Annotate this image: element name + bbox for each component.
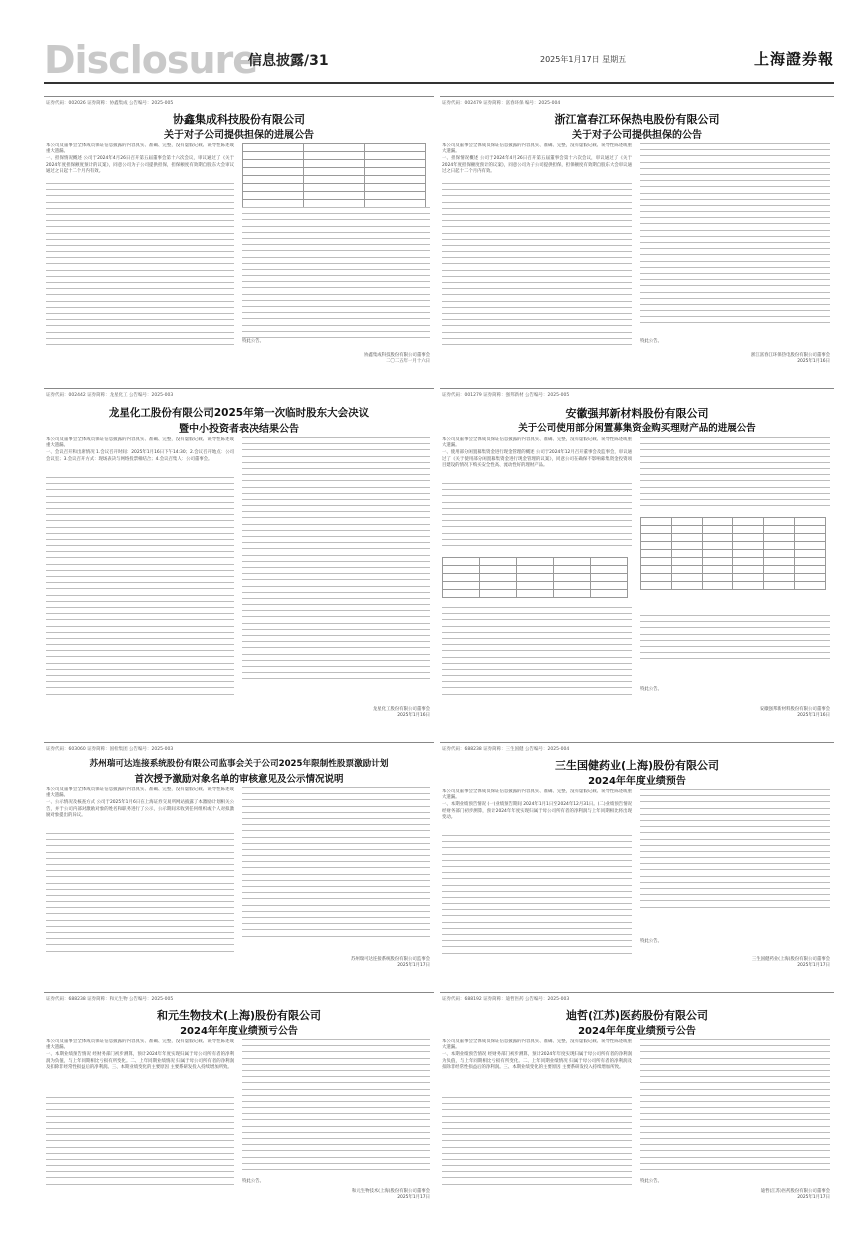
notice-body xyxy=(442,789,832,957)
finance-table xyxy=(442,557,628,598)
notice-date: 2025年1月17日 xyxy=(797,1195,830,1200)
notice-code: 证券代码：688192 证券简称：迪哲医药 公告编号：2025-003 xyxy=(442,997,570,1002)
body-paragraph: 一、本期业绩预告情况 经财务部门初步测算，预计2024年年度实现归属于母公司所有者的净利润为负值，与上年同期相比亏损有所变化。二、上年同期业绩情况 归属于母公司所有者的净利润及扣除非经常性损益后的净利润。三、本期业绩变化的主要原因 主要系研发投入持续增加所致。 xyxy=(442,1052,632,1070)
notice-title: 和元生物技术(上海)股份有限公司 xyxy=(156,1009,322,1022)
notice-code: 证券代码：002026 证券简称：协鑫集成 公告编号：2025-005 xyxy=(46,101,174,106)
notice-signature: 和元生物技术(上海)股份有限公司董事会 xyxy=(351,1189,430,1194)
notice-card xyxy=(440,96,834,374)
body-paragraph: 本公司及董事会全体成员保证信息披露的内容真实、准确、完整，没有虚假记载、误导性陈述或重大遗漏。 xyxy=(442,143,632,155)
notice-body xyxy=(46,1039,432,1189)
notice-title: 三生国健药业(上海)股份有限公司 xyxy=(554,759,720,772)
notice-title: 迪哲(江苏)医药股份有限公司 xyxy=(565,1009,709,1022)
notice-subtitle: 关于公司使用部分闲置募集资金购买理财产品的进展公告 xyxy=(518,423,756,434)
notice-body xyxy=(46,787,432,957)
notice-card xyxy=(440,388,834,728)
notice-title: 安徽强邦新材料股份有限公司 xyxy=(565,407,709,420)
notice-subtitle: 2024年年度业绩预亏公告 xyxy=(180,1026,298,1037)
closing-text: 特此公告。 xyxy=(640,1179,662,1184)
body-paragraph: 一、担保情况概述 公司于2024年4月26日召开第五届董事会第十六次会议，审议通过了《关于2024年度担保额度预计的议案》，同意公司为子公司提供担保，担保额度有效期自股东大会审议通过之日起十二个月内有效。 xyxy=(442,156,632,174)
notice-title: 浙江富春江环保热电股份有限公司 xyxy=(554,113,720,126)
body-paragraph: 一、公示情况及核查方式 公司于2025年1月6日在上海证券交易所网站披露了本激励计划相关公告，并于公司内部对激励对象的姓名和职务进行了公示，公示期间未收到任何组织或个人对拟激励对象提出的异议。 xyxy=(46,800,234,818)
masthead xyxy=(44,40,834,80)
section-title: 信息披露/31 xyxy=(248,53,329,69)
notice-body xyxy=(442,143,832,358)
notice-card xyxy=(440,992,834,1208)
notice-subtitle: 关于对子公司提供担保的进展公告 xyxy=(164,130,314,141)
guarantee-table xyxy=(242,143,426,208)
closing-text: 特此公告。 xyxy=(242,339,264,344)
notice-signature: 协鑫集成科技股份有限公司董事会 xyxy=(364,353,430,358)
body-paragraph: 一、本期业绩预告情况 经财务部门初步测算，预计2024年年度实现归属于母公司所有者的净利润为负值，与上年同期相比亏损有所变化。二、上年同期业绩情况 归属于母公司所有者的净利润及扣除非经常性损益后的净利润。三、本期业绩变化的主要原因 主要系研发投入持续增加所致。 xyxy=(46,1052,234,1070)
body-paragraph: 本公司及董事会全体成员保证信息披露的内容真实、准确、完整，没有虚假记载、误导性陈述或重大遗漏。 xyxy=(442,437,632,449)
body-paragraph: 一、会议召开和出席情况 1.会议召开时间：2025年1月16日下午14:30；2.会议召开地点：公司会议室；3.会议召开方式：现场表决与网络投票相结合；4.会议召集人：公司董事会。 xyxy=(46,450,234,462)
notice-title: 协鑫集成科技股份有限公司 xyxy=(173,113,305,126)
closing-text: 特此公告。 xyxy=(640,339,662,344)
body-paragraph: 一、本期业绩预告情况 (一)业绩预告期间 2024年1月1日至2024年12月31日。(二)业绩预告情况 经财务部门初步测算，预计2024年年度实现归属于母公司所有者的净利润与上年同期相比将出现变动。 xyxy=(442,802,632,820)
notice-date: 2025年1月17日 xyxy=(397,963,430,968)
body-paragraph: 本公司及董事会全体成员保证信息披露的内容真实、准确、完整，没有虚假记载、误导性陈述或重大遗漏。 xyxy=(46,1039,234,1051)
notice-body xyxy=(46,143,432,358)
notice-date: 2025年1月17日 xyxy=(397,1195,430,1200)
notice-body xyxy=(442,437,832,705)
notice-subtitle: 2024年年度业绩预亏公告 xyxy=(578,1026,696,1037)
masthead-rule xyxy=(44,82,834,84)
notice-body xyxy=(46,437,432,705)
notice-code: 证券代码：002442 证券简称：龙星化工 公告编号：2025-003 xyxy=(46,393,174,398)
notice-card xyxy=(44,992,434,1208)
notice-card xyxy=(440,742,834,978)
body-paragraph: 一、使用部分闲置募集资金进行现金管理的概述 公司于2024年12月召开董事会及监事会，审议通过了《关于使用部分闲置募集资金进行现金管理的议案》，同意公司在确保不影响募集资金投资项目建设的情况下购买安全性高、流动性好的理财产品。 xyxy=(442,450,632,468)
notice-code: 证券代码：002479 证券简称：富春环保 编号：2025-004 xyxy=(442,101,561,106)
body-paragraph: 一、担保情况概述 公司于2024年4月26日召开第五届董事会第十六次会议，审议通过了《关于2024年度担保额度预计的议案》，同意公司为子公司提供担保，担保额度有效期自股东大会审议通过之日起十二个月内有效。 xyxy=(46,156,234,174)
notice-code: 证券代码：001279 证券简称：强邦新材 公告编号：2025-005 xyxy=(442,393,570,398)
notice-signature: 浙江富春江环保热电股份有限公司董事会 xyxy=(750,353,830,358)
notice-date: 2025年1月16日 xyxy=(797,359,830,364)
newspaper-logo: 上海證券報 xyxy=(753,50,834,68)
notice-signature: 迪哲(江苏)医药股份有限公司董事会 xyxy=(760,1189,830,1194)
notice-card xyxy=(44,388,434,728)
closing-text: 特此公告。 xyxy=(242,1179,264,1184)
body-paragraph: 本公司及董事会全体成员保证信息披露的内容真实、准确、完整，没有虚假记载、误导性陈述或重大遗漏。 xyxy=(46,787,234,799)
body-paragraph: 本公司及董事会全体成员保证信息披露的内容真实、准确、完整，没有虚假记载、误导性陈述或重大遗漏。 xyxy=(46,143,234,155)
notice-date: 2025年1月17日 xyxy=(797,963,830,968)
notice-code: 证券代码：603060 证券简称：国检集团 公告编号：2025-003 xyxy=(46,747,174,752)
notice-card xyxy=(44,96,434,374)
issue-date: 2025年1月17日 星期五 xyxy=(540,55,627,64)
notice-body xyxy=(442,1039,832,1189)
body-paragraph: 本公司及董事会全体成员保证信息披露的内容真实、准确、完整，没有虚假记载、误导性陈述或重大遗漏。 xyxy=(46,437,234,449)
notice-title: 苏州瑞可达连接系统股份有限公司监事会关于公司2025年限制性股票激励计划 xyxy=(89,759,389,769)
notice-subtitle: 首次授予激励对象名单的审核意见及公示情况说明 xyxy=(134,774,344,785)
notice-subtitle: 暨中小投资者表决结果公告 xyxy=(179,424,299,435)
notice-signature: 安徽强邦新材料股份有限公司董事会 xyxy=(759,707,830,712)
finance-detail-table xyxy=(640,517,826,590)
notice-signature: 苏州瑞可达连接系统股份有限公司监事会 xyxy=(350,957,430,962)
body-paragraph: 本公司及董事会全体成员保证信息披露的内容真实、准确、完整，没有虚假记载、误导性陈述或重大遗漏。 xyxy=(442,1039,632,1051)
notice-date: 2025年1月16日 xyxy=(397,713,430,718)
notice-signature: 龙星化工股份有限公司董事会 xyxy=(372,707,430,712)
notice-title: 龙星化工股份有限公司2025年第一次临时股东大会决议 xyxy=(108,407,370,419)
notice-subtitle: 2024年年度业绩预告 xyxy=(588,776,686,787)
notice-code: 证券代码：688238 证券简称：和元生物 公告编号：2025-005 xyxy=(46,997,174,1002)
notice-date: 二〇二五年一月十六日 xyxy=(386,359,430,364)
notice-date: 2025年1月16日 xyxy=(797,713,830,718)
closing-text: 特此公告。 xyxy=(640,939,662,944)
masthead-word: Disclosure xyxy=(44,38,258,82)
closing-text: 特此公告。 xyxy=(640,687,662,692)
body-paragraph: 本公司及董事会全体成员保证信息披露的内容真实、准确、完整，没有虚假记载、误导性陈述或重大遗漏。 xyxy=(442,789,632,801)
notice-card xyxy=(44,742,434,978)
notice-code: 证券代码：688238 证券简称：三生国健 公告编号：2025-004 xyxy=(442,747,570,752)
notice-signature: 三生国健药业(上海)股份有限公司董事会 xyxy=(751,957,830,962)
notice-subtitle: 关于对子公司提供担保的公告 xyxy=(572,130,702,141)
